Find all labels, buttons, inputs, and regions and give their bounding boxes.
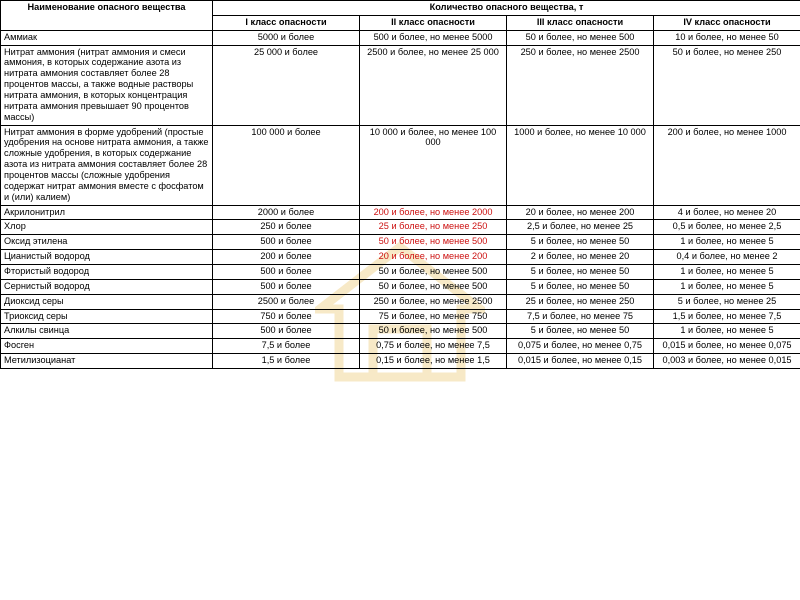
- table-row: [1, 205, 800, 220]
- table-row: [1, 354, 800, 369]
- cell-class-2: 50 и более, но менее 500: [360, 279, 507, 294]
- cell-class-4: 1 и более, но менее 5: [654, 235, 800, 250]
- table-header-row-1: [1, 1, 800, 16]
- cell-class-1: 1,5 и более: [213, 354, 360, 369]
- cell-class-2: 10 000 и более, но менее 100 000: [360, 125, 507, 205]
- cell-class-3: 250 и более, но менее 2500: [507, 45, 654, 125]
- table-row: [1, 220, 800, 235]
- table-row: [1, 279, 800, 294]
- table-row: [1, 294, 800, 309]
- header-quantity-group: Количество опасного вещества, т: [213, 1, 800, 16]
- cell-class-1: 2000 и более: [213, 205, 360, 220]
- cell-class-2: 0,15 и более, но менее 1,5: [360, 354, 507, 369]
- table-row: [1, 250, 800, 265]
- header-class-4: IV класс опасности: [654, 15, 800, 30]
- cell-substance-name: Фтористый водород: [1, 265, 213, 280]
- cell-class-4: 10 и более, но менее 50: [654, 30, 800, 45]
- cell-class-4: 0,5 и более, но менее 2,5: [654, 220, 800, 235]
- cell-class-2: 500 и более, но менее 5000: [360, 30, 507, 45]
- cell-class-3: 50 и более, но менее 500: [507, 30, 654, 45]
- table-row: [1, 125, 800, 205]
- cell-class-1: 200 и более: [213, 250, 360, 265]
- cell-class-1: 250 и более: [213, 220, 360, 235]
- cell-class-1: 5000 и более: [213, 30, 360, 45]
- header-class-2: II класс опасности: [360, 15, 507, 30]
- cell-substance-name: Цианистый водород: [1, 250, 213, 265]
- cell-class-3: 7,5 и более, но менее 75: [507, 309, 654, 324]
- cell-class-3: 0,075 и более, но менее 0,75: [507, 339, 654, 354]
- cell-class-1: 500 и более: [213, 265, 360, 280]
- cell-class-2: 200 и более, но менее 2000: [360, 205, 507, 220]
- cell-class-4: 5 и более, но менее 25: [654, 294, 800, 309]
- cell-class-2: 50 и более, но менее 500: [360, 235, 507, 250]
- cell-class-1: 500 и более: [213, 235, 360, 250]
- cell-class-2: 50 и более, но менее 500: [360, 265, 507, 280]
- cell-class-2: 20 и более, но менее 200: [360, 250, 507, 265]
- cell-class-2: 250 и более, но менее 2500: [360, 294, 507, 309]
- cell-substance-name: Аммиак: [1, 30, 213, 45]
- cell-substance-name: Сернистый водород: [1, 279, 213, 294]
- cell-class-2: 50 и более, но менее 500: [360, 324, 507, 339]
- table-row: [1, 235, 800, 250]
- cell-class-1: 7,5 и более: [213, 339, 360, 354]
- cell-class-1: 100 000 и более: [213, 125, 360, 205]
- cell-class-2: 0,75 и более, но менее 7,5: [360, 339, 507, 354]
- cell-class-3: 2 и более, но менее 20: [507, 250, 654, 265]
- cell-substance-name: Диоксид серы: [1, 294, 213, 309]
- cell-class-1: 500 и более: [213, 279, 360, 294]
- table-row: [1, 324, 800, 339]
- cell-class-4: 1,5 и более, но менее 7,5: [654, 309, 800, 324]
- cell-class-3: 20 и более, но менее 200: [507, 205, 654, 220]
- cell-class-3: 5 и более, но менее 50: [507, 324, 654, 339]
- cell-class-4: 1 и более, но менее 5: [654, 279, 800, 294]
- header-class-3: III класс опасности: [507, 15, 654, 30]
- cell-class-3: 5 и более, но менее 50: [507, 265, 654, 280]
- cell-class-4: 0,003 и более, но менее 0,015: [654, 354, 800, 369]
- cell-substance-name: Триоксид серы: [1, 309, 213, 324]
- cell-class-2: 2500 и более, но менее 25 000: [360, 45, 507, 125]
- cell-class-4: 1 и более, но менее 5: [654, 265, 800, 280]
- cell-class-3: 25 и более, но менее 250: [507, 294, 654, 309]
- cell-class-1: 750 и более: [213, 309, 360, 324]
- cell-substance-name: Хлор: [1, 220, 213, 235]
- cell-class-4: 0,015 и более, но менее 0,075: [654, 339, 800, 354]
- cell-class-3: 0,015 и более, но менее 0,15: [507, 354, 654, 369]
- header-substance-name: Наименование опасного вещества: [1, 1, 213, 31]
- cell-substance-name: Метилизоцианат: [1, 354, 213, 369]
- cell-class-2: 75 и более, но менее 750: [360, 309, 507, 324]
- table-row: [1, 45, 800, 125]
- cell-class-3: 5 и более, но менее 50: [507, 279, 654, 294]
- cell-class-1: 25 000 и более: [213, 45, 360, 125]
- cell-class-1: 2500 и более: [213, 294, 360, 309]
- cell-class-3: 2,5 и более, но менее 25: [507, 220, 654, 235]
- cell-class-4: 50 и более, но менее 250: [654, 45, 800, 125]
- table-row: [1, 309, 800, 324]
- cell-class-4: 4 и более, но менее 20: [654, 205, 800, 220]
- cell-class-4: 0,4 и более, но менее 2: [654, 250, 800, 265]
- cell-substance-name: Алкилы свинца: [1, 324, 213, 339]
- cell-substance-name: Фосген: [1, 339, 213, 354]
- cell-substance-name: Акрилонитрил: [1, 205, 213, 220]
- cell-substance-name: Нитрат аммония (нитрат аммония и смеси аммония, в которых содержание азота из нитрата аммония составляет более 28 процентов массы, а также водные растворы нитрата аммония, в которых концентрация нитрата аммония превышает 90 процентов массы): [1, 45, 213, 125]
- cell-class-1: 500 и более: [213, 324, 360, 339]
- cell-class-4: 1 и более, но менее 5: [654, 324, 800, 339]
- cell-substance-name: Оксид этилена: [1, 235, 213, 250]
- table-row: [1, 265, 800, 280]
- cell-substance-name: Нитрат аммония в форме удобрений (простые удобрения на основе нитрата аммония, а также сложные удобрения, в которых содержание азота из нитрата аммония составляет более 28 процентов массы (сложные удобрения содержат нитрат аммония вместе с фосфатом и (или) калием): [1, 125, 213, 205]
- header-class-1: I класс опасности: [213, 15, 360, 30]
- cell-class-4: 200 и более, но менее 1000: [654, 125, 800, 205]
- cell-class-3: 5 и более, но менее 50: [507, 235, 654, 250]
- table-row: [1, 339, 800, 354]
- cell-class-3: 1000 и более, но менее 10 000: [507, 125, 654, 205]
- table-row: [1, 30, 800, 45]
- cell-class-2: 25 и более, но менее 250: [360, 220, 507, 235]
